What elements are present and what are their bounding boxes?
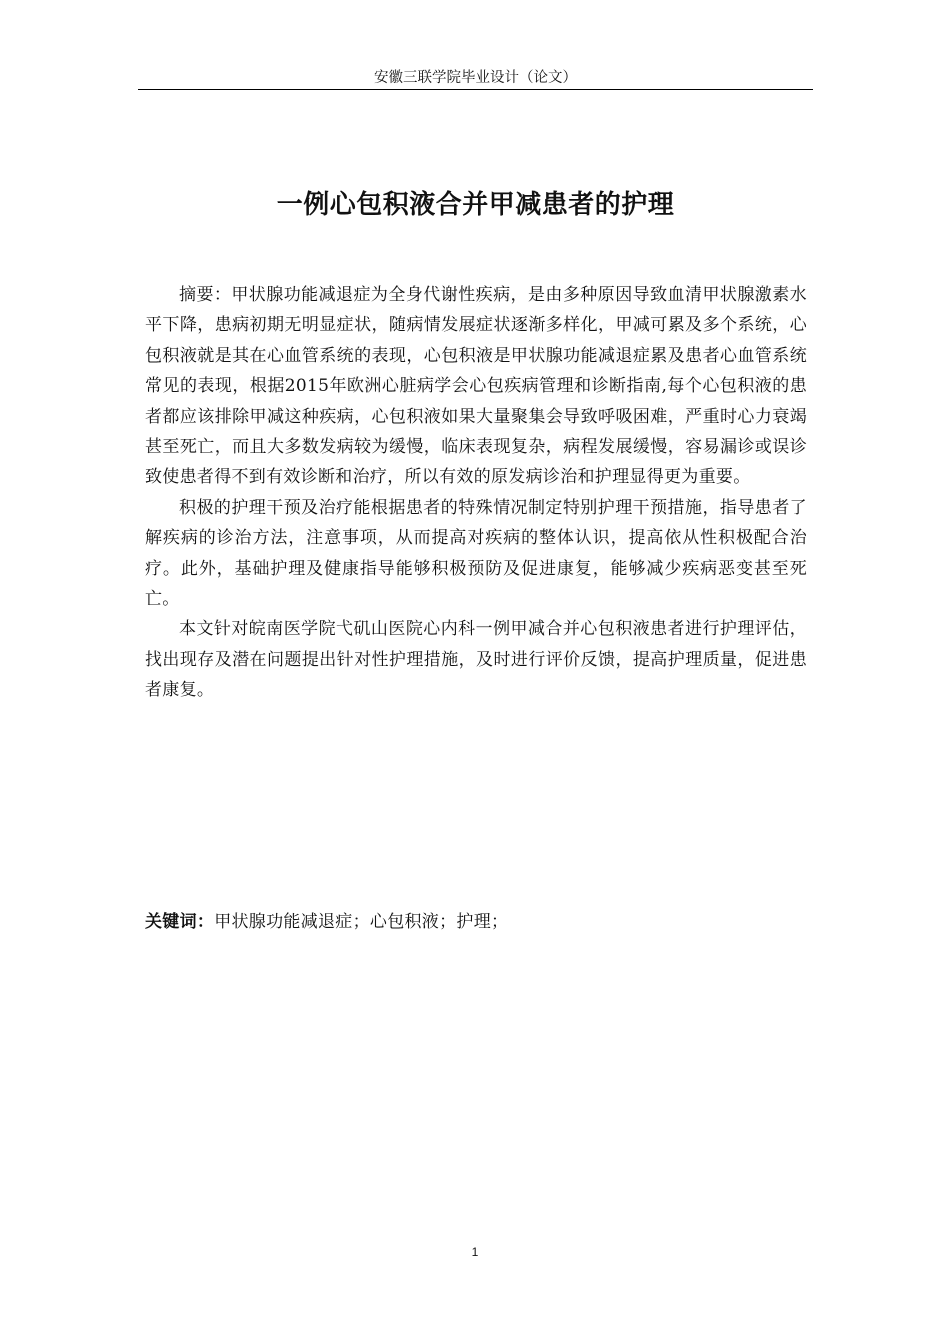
running-header: 安徽三联学院毕业设计（论文） xyxy=(138,68,813,90)
keywords-label: 关键词： xyxy=(145,912,215,932)
abstract-section xyxy=(145,280,807,706)
page-number: 1 xyxy=(471,1245,479,1259)
keywords-line xyxy=(145,907,807,937)
paper-title: 一例心包积液合并甲减患者的护理 xyxy=(276,190,675,220)
abstract-paragraph-3: 本文针对皖南医学院弋矶山医院心内科一例甲减合并心包积液患者进行护理评估，找出现存及潜在问题提出针对性护理措施，及时进行评价反馈，提高护理质量，促进患者康复。 xyxy=(145,619,807,701)
abstract-paragraph-2: 积极的护理干预及治疗能根据患者的特殊情况制定特别护理干预措施，指导患者了解疾病的诊治方法，注意事项，从而提高对疾病的整体认识，提高依从性积极配合治疗。此外，基础护理及健康指导能够积极预防及促进康复，能够减少疾病恶变甚至死亡。 xyxy=(145,497,807,610)
abstract-paragraph-1: 摘要：甲状腺功能减退症为全身代谢性疾病，是由多种原因导致血清甲状腺激素水平下降，患病初期无明显症状，随病情发展症状逐渐多样化，甲减可累及多个系统，心包积液就是其在心血管系统的表现，心包积液是甲状腺功能减退症累及患者心血管系统常见的表现，根据2015年欧洲心脏病学会心包疾病管理和诊断指南,每个心包积液的患者都应该排除甲减这种疾病，心包积液如果大量聚集会导致呼吸困难，严重时心力衰竭甚至死亡，而且大多数发病较为缓慢，临床表现复杂，病程发展缓慢，容易漏诊或误诊致使患者得不到有效诊断和治疗，所以有效的原发病诊治和护理显得更为重要。 xyxy=(145,285,807,488)
keywords-text: 甲状腺功能减退症；心包积液；护理； xyxy=(214,912,509,932)
